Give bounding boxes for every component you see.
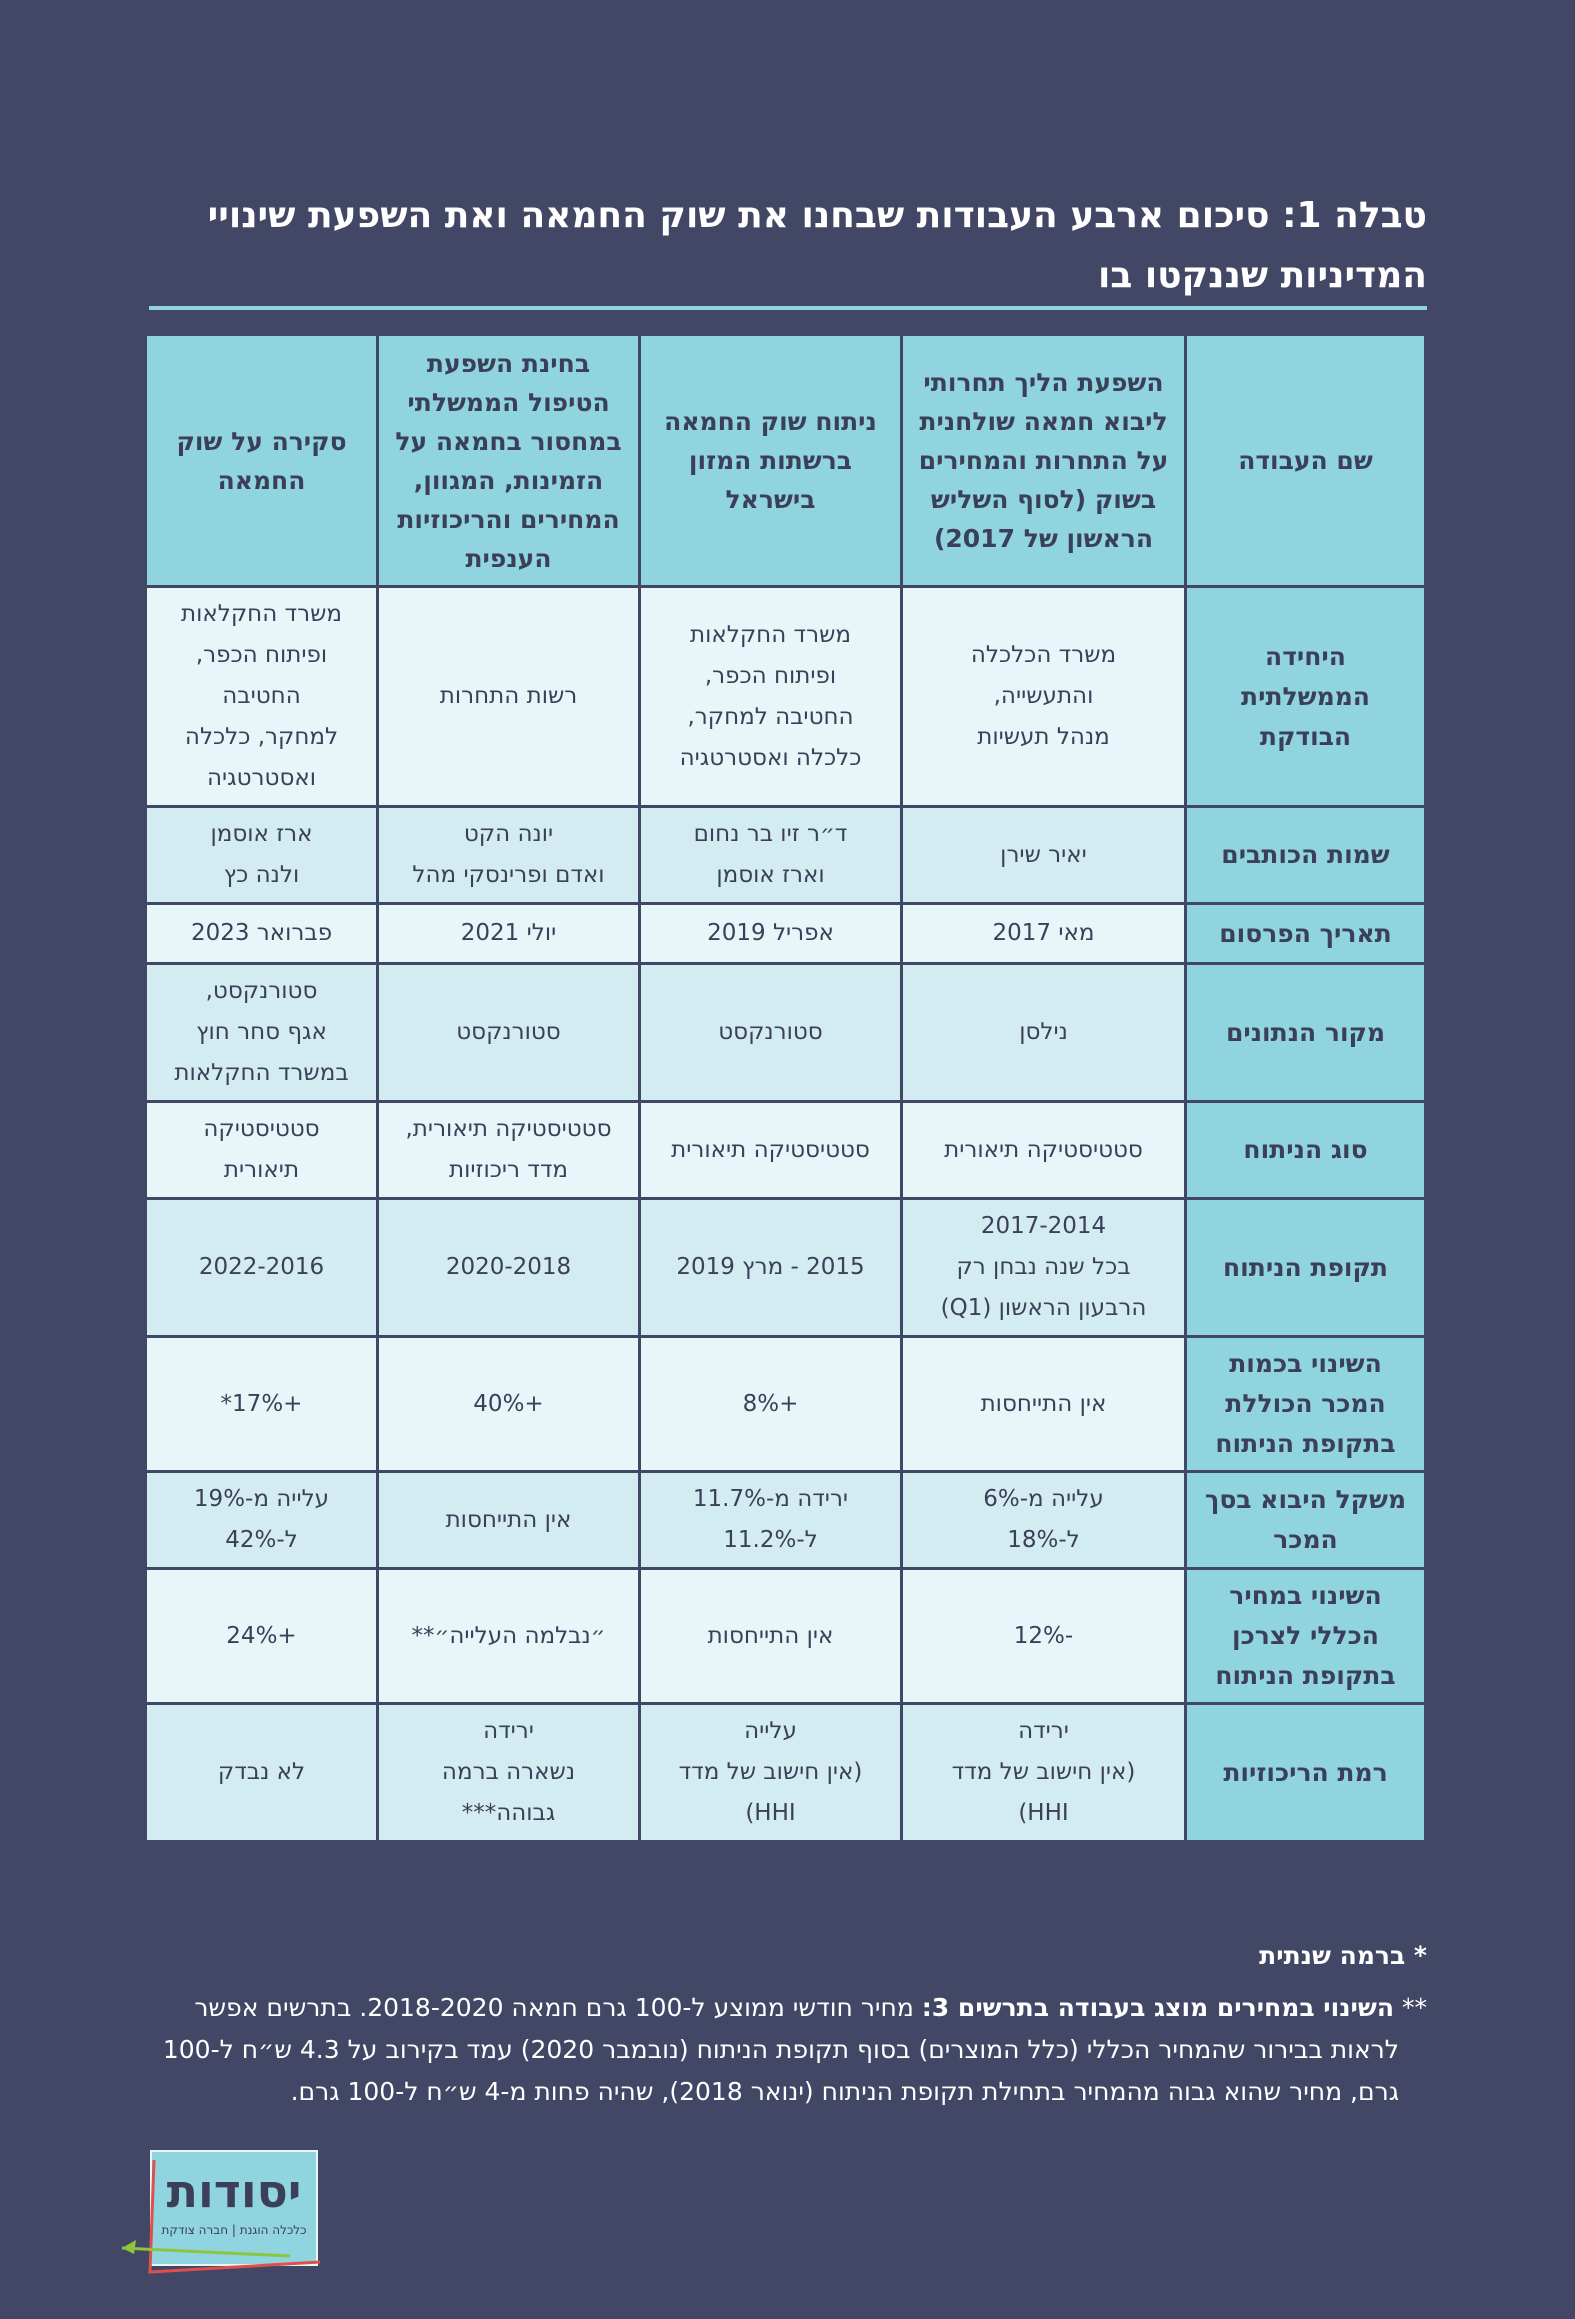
table-cell: [378, 1704, 640, 1842]
table-row: [146, 1472, 1426, 1569]
footnote-2-bold: השינוי במחירים מוצג בעבודה בתרשים 3:: [921, 1993, 1395, 2022]
row-label: תאריך הפרסום: [1186, 904, 1426, 964]
row-label: סוג הניתוח: [1186, 1102, 1426, 1199]
table-cell: [902, 1102, 1186, 1199]
row-label: היחידה הממשלתית הבודקת: [1186, 587, 1426, 807]
page-title: טבלה 1: סיכום ארבע העבודות שבחנו את שוק החמאה ואת השפעת שינויי המדיניות שננקטו בו: [207, 195, 1427, 296]
row-label: השינוי במחיר הכללי לצרכן בתקופת הניתוח: [1186, 1569, 1426, 1704]
cell-text: נילסן: [1019, 1019, 1068, 1045]
table-cell: [640, 807, 902, 904]
row-label: רמת הריכוזיות: [1186, 1704, 1426, 1842]
cell-text: ״נבלמה העלייה״**: [411, 1622, 606, 1649]
table-cell: [640, 1569, 902, 1704]
cell-text: ד״ר זיו בר נחום וארז אוסמן: [693, 821, 848, 888]
cell-text: סטטיסטיקה תיאורית: [944, 1136, 1143, 1163]
cell-text: +40%: [473, 1390, 544, 1417]
cell-text: עלייה (אין חישוב של מדד HHI): [678, 1718, 863, 1826]
cell-text: ארז אוסמן ולנה כץ: [210, 821, 313, 888]
table-cell: [146, 1102, 378, 1199]
cell-text: לא נבדק: [217, 1759, 306, 1785]
cell-text: ירידה נשארה ברמה גבוהה***: [441, 1718, 576, 1826]
table-cell: [378, 1569, 640, 1704]
table-cell: [640, 1102, 902, 1199]
table-row: [146, 1337, 1426, 1472]
cell-text: יאיר שירן: [1000, 841, 1087, 868]
table-cell: [146, 1704, 378, 1842]
cell-text: סטורנקסט, אגף סחר חוץ במשרד החקלאות: [174, 978, 349, 1086]
table-cell: [640, 904, 902, 964]
table-header-row: [146, 335, 1426, 587]
table-cell: [378, 1472, 640, 1569]
table-row: [146, 807, 1426, 904]
table-cell: [902, 1569, 1186, 1704]
summary-table: [144, 333, 1427, 1843]
table-row: [146, 1199, 1426, 1337]
cell-text: 2022-2016: [198, 1254, 325, 1280]
cell-text: ירידה (אין חישוב של מדד HHI): [951, 1718, 1136, 1826]
cell-text: +17%*: [220, 1390, 303, 1417]
footnote-1: * ברמה שנתית: [1259, 1941, 1427, 1970]
column-header: בחינת השפעת הטיפול הממשלתי במחסור בחמאה על הזמינות, המגוון, המחירים והריכוזיות הענפית: [378, 335, 640, 587]
cell-text: אפריל 2019: [707, 920, 834, 946]
cell-text: 2015 - מרץ 2019: [676, 1254, 865, 1280]
cell-text: אין התייחסות: [445, 1506, 572, 1533]
cell-text: -12%: [1013, 1622, 1074, 1649]
logo-word: יסודות: [166, 2164, 302, 2218]
cell-text: מאי 2017: [992, 920, 1095, 946]
table-cell: [378, 1337, 640, 1472]
footnotes: [137, 1935, 1427, 2113]
cell-text: עלייה מ-19% ל-42%: [193, 1486, 330, 1553]
cell-text: עלייה מ-6% ל-18%: [983, 1486, 1104, 1553]
table-cell: [146, 1569, 378, 1704]
row-label: משקל היבוא בסך המכר: [1186, 1472, 1426, 1569]
cell-text: סטורנקסט: [718, 1019, 823, 1045]
table-cell: [902, 807, 1186, 904]
cell-text: משרד החקלאות ופיתוח הכפר, החטיבה למחקר, כלכלה ואסטרטגיה: [679, 621, 862, 771]
cell-text: אין התייחסות: [707, 1622, 834, 1649]
footnote-2: [137, 1987, 1427, 2113]
row-label: שמות הכותבים: [1186, 807, 1426, 904]
table-cell: [378, 904, 640, 964]
table-cell: [146, 1472, 378, 1569]
cell-text: סטטיסטיקה תיאורית: [671, 1136, 870, 1163]
cell-text: משרד החקלאות ופיתוח הכפר, החטיבה למחקר, כלכלה ואסטרטגיה: [181, 601, 342, 791]
table-cell: [378, 1199, 640, 1337]
header-label-cell: שם העבודה: [1186, 335, 1426, 587]
table-cell: [378, 1102, 640, 1199]
table-row: [146, 587, 1426, 807]
logo-tagline: כלכלה הוגנת | חברה צודקת: [161, 2223, 307, 2237]
cell-text: יולי 2021: [460, 920, 557, 946]
table-cell: [146, 807, 378, 904]
table-cell: [902, 1472, 1186, 1569]
table-row: [146, 1704, 1426, 1842]
table-cell: [640, 1472, 902, 1569]
table-cell: [902, 1704, 1186, 1842]
cell-text: +8%: [742, 1390, 799, 1417]
table-row: [146, 1569, 1426, 1704]
yesodot-logo: [120, 2150, 330, 2280]
table-cell: [378, 587, 640, 807]
table-row: [146, 1102, 1426, 1199]
column-header: השפעת הליך תחרותי ליבוא חמאה שולחנית על התחרות והמחירים בשוק (לסוף השליש הראשון של 2017): [902, 335, 1186, 587]
cell-text: משרד הכלכלה והתעשייה, מנהל תעשיות: [970, 642, 1117, 750]
table-cell: [902, 964, 1186, 1102]
title-divider: [149, 306, 1427, 310]
table-cell: [146, 1199, 378, 1337]
row-label: תקופת הניתוח: [1186, 1199, 1426, 1337]
table-cell: [378, 964, 640, 1102]
cell-text: אין התייחסות: [980, 1390, 1107, 1417]
cell-text: +24%: [226, 1622, 297, 1649]
table-cell: [902, 1199, 1186, 1337]
footnote-2-marker: **: [1394, 1993, 1427, 2022]
row-label: מקור הנתונים: [1186, 964, 1426, 1102]
table-cell: [902, 1337, 1186, 1472]
table-cell: [640, 1337, 902, 1472]
table-cell: [902, 904, 1186, 964]
cell-text: פברואר 2023: [190, 920, 333, 946]
cell-text: רשות התחרות: [439, 683, 578, 709]
column-header: סקירה על שוק החמאה: [146, 335, 378, 587]
cell-text: סטטיסטיקה תיאורית, מדד ריכוזיות: [405, 1116, 612, 1183]
cell-text: סטורנקסט: [456, 1019, 561, 1045]
cell-text: סטטיסטיקה תיאורית: [203, 1116, 320, 1183]
cell-text: יונה הקט ואדם ופרינסקי מהל: [412, 821, 605, 888]
table-cell: [640, 1704, 902, 1842]
footnote-2-text: מחיר חודשי ממוצע ל-100 גרם חמאה 2018-2020. בתרשים אפשר לראות בבירור שהמחיר הכללי (כלל המוצרים) בסוף תקופת הניתוח (נובמבר 2020) עמד בקירוב על 4.3 ש״ח ל-100 גרם, מחיר שהוא גבוה מהמחיר בתחילת תקופת הניתוח (ינואר 2018), שהיה פחות מ-4 ש״ח ל-100 גרם.: [162, 1993, 1399, 2106]
table-cell: [146, 964, 378, 1102]
table-cell: [640, 587, 902, 807]
table-row: [146, 904, 1426, 964]
table-cell: [902, 587, 1186, 807]
table-cell: [640, 964, 902, 1102]
table-cell: [146, 587, 378, 807]
table-row: [146, 964, 1426, 1102]
column-header: ניתוח שוק החמאה ברשתות המזון בישראל: [640, 335, 902, 587]
table-cell: [146, 904, 378, 964]
table-cell: [378, 807, 640, 904]
cell-text: 2020-2018: [445, 1254, 572, 1280]
cell-text: ירידה מ-11.7% ל-11.2%: [692, 1486, 849, 1553]
table-cell: [640, 1199, 902, 1337]
row-label: השינוי בכמות המכר הכוללת בתקופת הניתוח: [1186, 1337, 1426, 1472]
cell-text: 2017-2014 בכל שנה נבחן רק הרבעון הראשון (Q1): [940, 1213, 1147, 1321]
table-cell: [146, 1337, 378, 1472]
